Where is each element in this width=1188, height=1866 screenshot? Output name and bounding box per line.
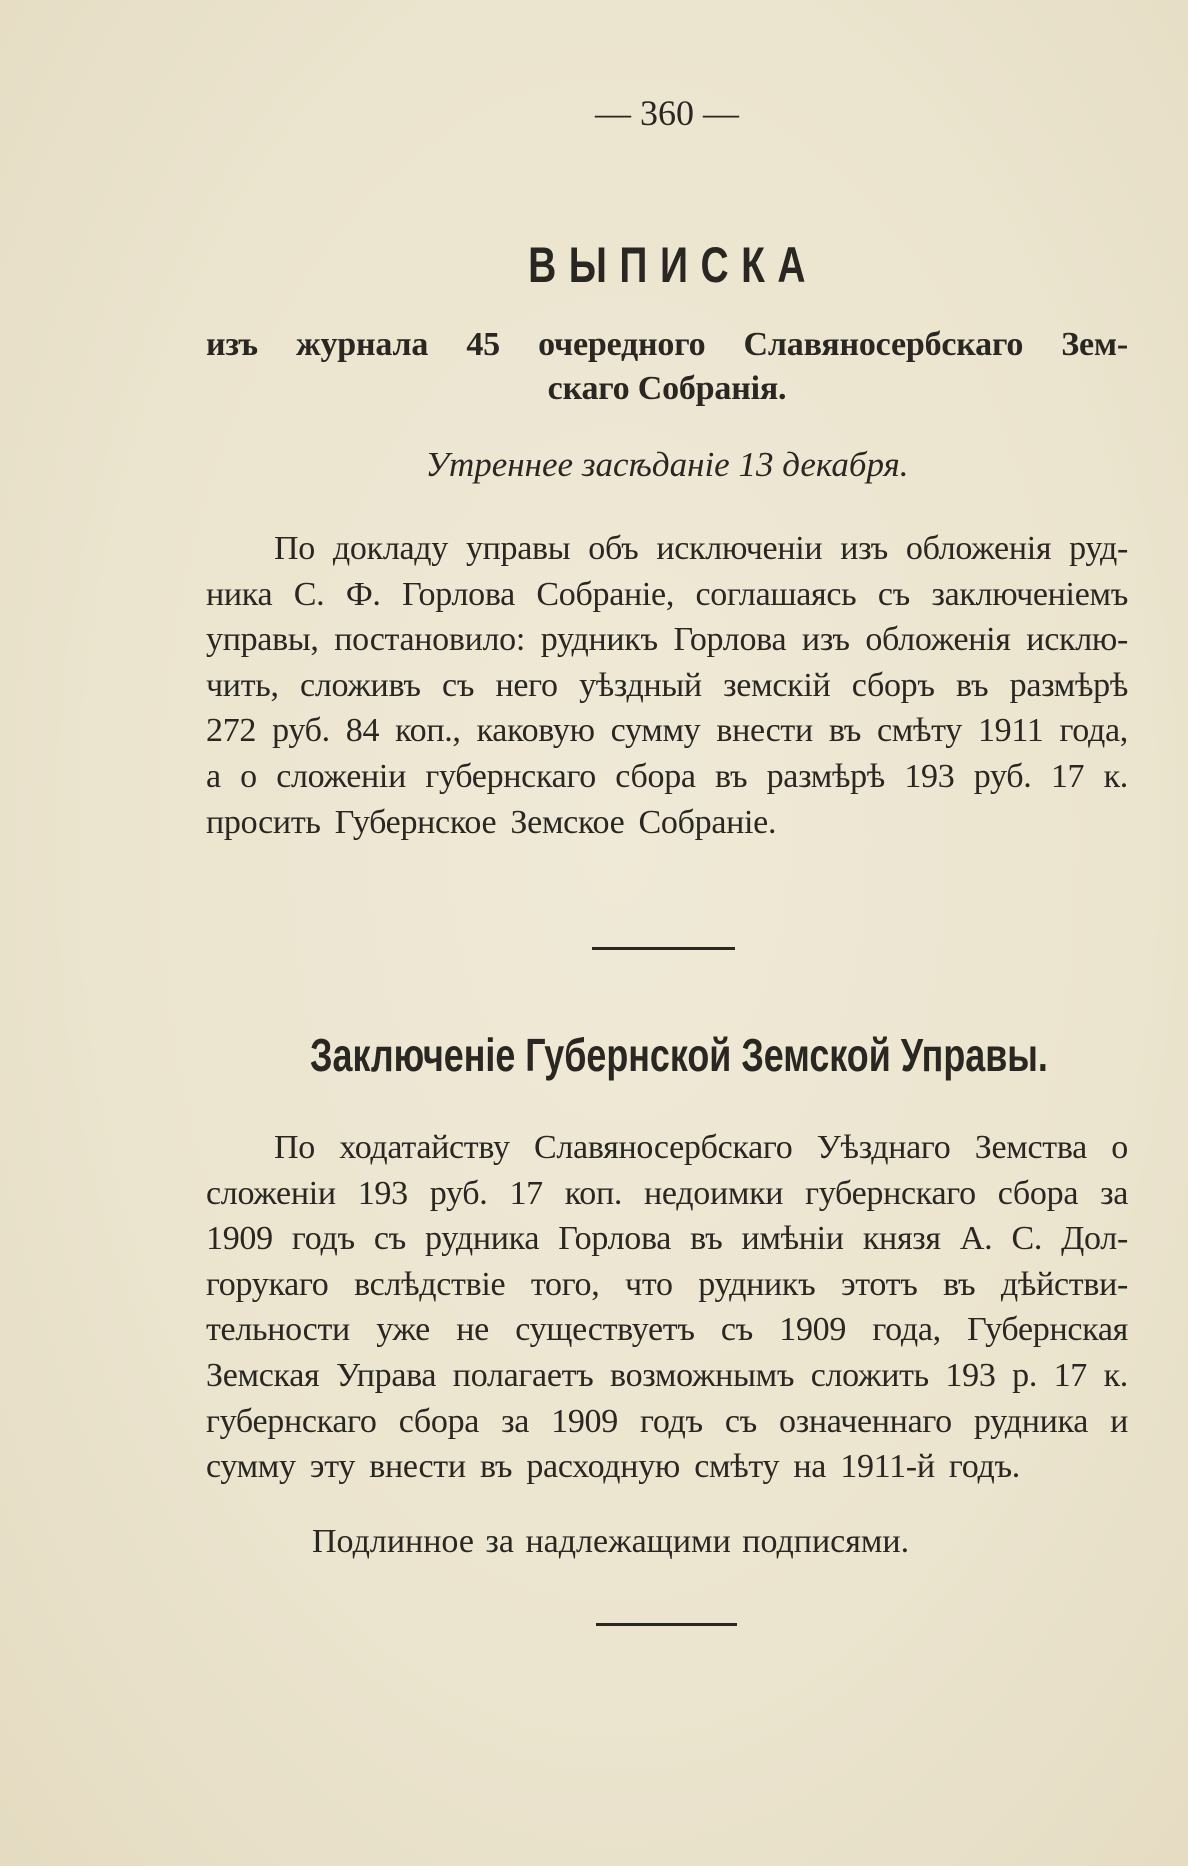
closing-note: Подлинное за надлежащими подписями. [312, 1523, 910, 1560]
paragraph-line: губернскаго сбора за 1909 годъ съ означеннаго рудника и [206, 1402, 1128, 1440]
paragraph-line: сумму эту внести въ расходную смѣту на 1911-й годъ. [206, 1448, 1020, 1486]
subtitle-line: изъ журнала 45 очередного Славяносербскаго Зем- [206, 326, 1128, 363]
document-title-text: ВЫПИСКА [528, 237, 819, 293]
page-number: — 360 — [595, 93, 739, 133]
subtitle-line: скаго Собранія. [547, 370, 787, 407]
section-heading-text: Заключеніе Губернской Земской Управы. [310, 1029, 1048, 1081]
paragraph-line: горукаго вслѣдствіе того, что рудникъ этотъ въ дѣйстви- [206, 1265, 1128, 1303]
session-line: Утреннее засѣданіе 13 декабря. [425, 445, 909, 484]
paragraph-line: Земская Управа полагаетъ возможнымъ сложить 193 р. 17 к. [206, 1356, 1128, 1394]
paragraph-line: сложеніи 193 руб. 17 коп. недоимки губернскаго сбора за [206, 1174, 1128, 1212]
paragraph-line: управы, постановило: рудникъ Горлова изъ обложенія исклю- [206, 621, 1128, 659]
paragraph-line: 1909 годъ съ рудника Горлова въ имѣніи князя А. С. Дол- [206, 1220, 1128, 1258]
end-divider [596, 1623, 737, 1626]
document-title [206, 237, 1128, 293]
document-subtitle [206, 323, 1128, 411]
paragraph-line: чить, сложивъ съ него уѣздный земскій сборъ въ размѣрѣ [206, 666, 1128, 704]
paragraph-line: ника С. Ф. Горлова Собраніе, соглашаясь съ заключеніемъ [206, 575, 1128, 613]
paragraph-line: По ходатайству Славяносербскаго Уѣзднаго Земства о [274, 1129, 1128, 1166]
paragraph-line: тельности уже не существуетъ съ 1909 года, Губернская [206, 1311, 1128, 1349]
paragraph-line: 272 руб. 84 коп., каковую сумму внести въ смѣту 1911 года, [206, 712, 1128, 750]
paragraph-resolution [206, 526, 1128, 845]
section-heading [206, 1028, 1128, 1082]
paragraph-line: По докладу управы объ исключеніи изъ обложенія руд- [274, 530, 1128, 567]
section-divider [592, 947, 735, 950]
paragraph-line: просить Губернское Земское Собраніе. [206, 803, 777, 841]
paragraph-conclusion [206, 1125, 1128, 1490]
paragraph-line: а о сложеніи губернскаго сбора въ размѣрѣ 193 руб. 17 к. [206, 757, 1128, 795]
